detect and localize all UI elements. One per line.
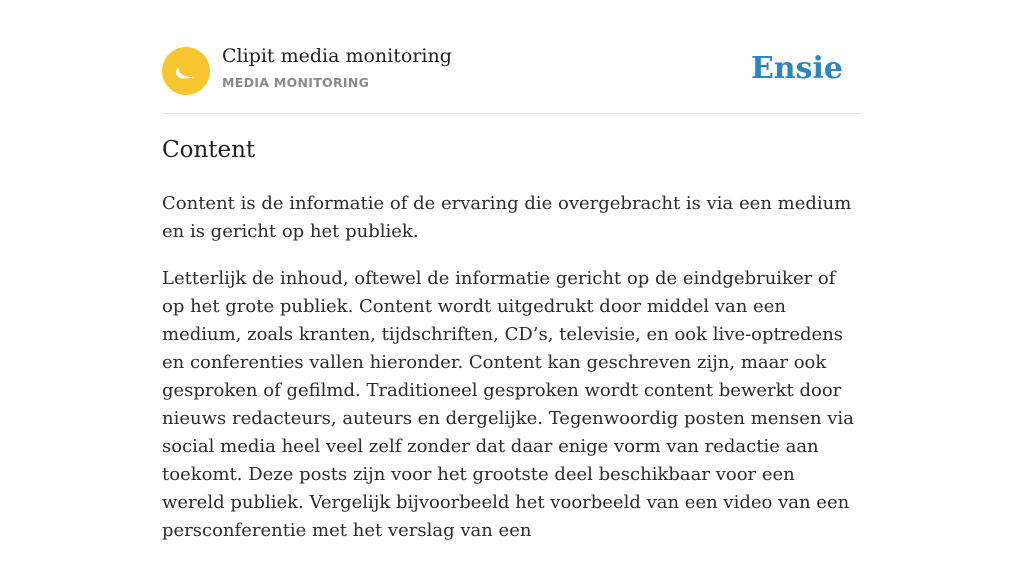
site-logo-text[interactable]: Ensie bbox=[750, 51, 843, 86]
article-body bbox=[162, 190, 862, 564]
article-paragraph: Letterlijk de inhoud, oftewel de informatie gericht op de eindgebruiker of op het grote publiek. Content wordt uitgedrukt door middel van een medium, zoals kranten, tijdschriften, CD’s, televisie, en ook live-optredens en conferenties vallen hieronder. Content kan geschreven zijn, maar ook gesproken of gefilmd. Traditioneel gesproken wordt content bewerkt door nieuws redacteurs, auteurs en dergelijke. Tegenwoordig posten mensen via social media heel veel zelf zonder dat daar enige vorm van redactie aan toekomt. Deze posts zijn voor het grootste deel beschikbaar voor een wereld publiek. Vergelijk bijvoorbeeld het voorbeeld van een video van een persconferentie met het verslag van een bbox=[162, 268, 854, 541]
article-paragraph: Content is de informatie of de ervaring die overgebracht is via een medium en is gericht op het publiek. bbox=[162, 193, 852, 242]
content-column bbox=[162, 0, 862, 541]
brand-name[interactable]: Clipit media monitoring bbox=[222, 45, 452, 67]
brand-subtitle: MEDIA MONITORING bbox=[222, 75, 370, 90]
brand-logo[interactable] bbox=[162, 47, 210, 95]
speech-bubble-icon bbox=[162, 47, 210, 95]
header bbox=[162, 0, 862, 114]
page-title: Content bbox=[162, 137, 256, 163]
